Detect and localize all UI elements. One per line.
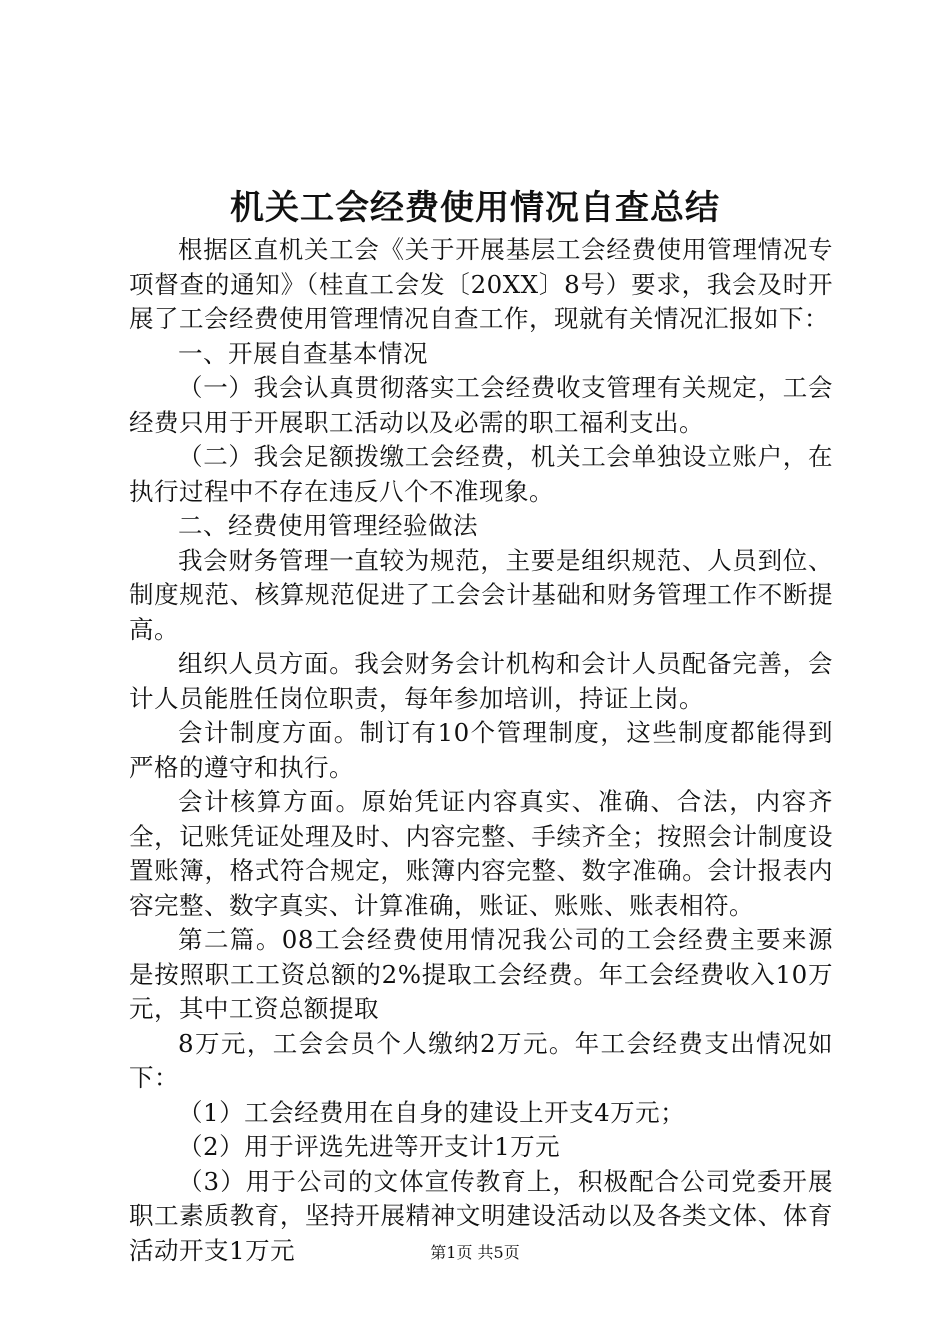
paragraph: 会计核算方面。原始凭证内容真实、准确、合法，内容齐全，记账凭证处理及时、内容完整、手续齐全；按照会计制度设置账簿，格式符合规定，账簿内容完整、数字准确。会计报表内容完整、数字真实、计算准确，账证、账账、账表相符。 (129, 787, 833, 920)
paragraph: 8万元，工会会员个人缴纳2万元。年工会经费支出情况如下： (129, 1028, 833, 1092)
paragraph: 第二篇。08工会经费使用情况我公司的工会经费主要来源是按照职工工资总额的2%提取工会经费。年工会经费收入10万元，其中工资总额提取 (129, 925, 833, 1023)
paragraph: （二）我会足额拨缴工会经费，机关工会单独设立账户，在执行过程中不存在违反八个不准现象。 (129, 442, 833, 506)
list-item: （3）用于公司的文体宣传教育上，积极配合公司党委开展职工素质教育，坚持开展精神文明建设活动以及各类文体、体育活动开支1万元 (129, 1166, 833, 1265)
paragraph: 会计制度方面。制订有10个管理制度，这些制度都能得到严格的遵守和执行。 (129, 718, 833, 782)
list-item: （1）工会经费用在自身的建设上开支4万元； (178, 1097, 686, 1127)
paragraph: 组织人员方面。我会财务会计机构和会计人员配备完善，会计人员能胜任岗位职责，每年参加培训，持证上岗。 (129, 649, 833, 713)
section-heading: 二、经费使用管理经验做法 (178, 511, 478, 540)
paragraph: 我会财务管理一直较为规范，主要是组织规范、人员到位、制度规范、核算规范促进了工会会计基础和财务管理工作不断提高。 (129, 545, 833, 644)
document-body (129, 233, 833, 1268)
paragraph: （一）我会认真贯彻落实工会经费收支管理有关规定，工会经费只用于开展职工活动以及必需的职工福利支出。 (129, 373, 833, 437)
paragraph: 根据区直机关工会《关于开展基层工会经费使用管理情况专项督查的通知》（桂直工会发〔20XX〕8号）要求，我会及时开展了工会经费使用管理情况自查工作，现就有关情况汇报如下： (129, 235, 833, 333)
page-number: 第1页 共5页 (430, 1243, 520, 1262)
list-item: （2）用于评选先进等开支计1万元 (178, 1132, 561, 1161)
document-title: 机关工会经费使用情况自查总结 (230, 188, 720, 228)
section-heading: 一、开展自查基本情况 (178, 338, 428, 368)
